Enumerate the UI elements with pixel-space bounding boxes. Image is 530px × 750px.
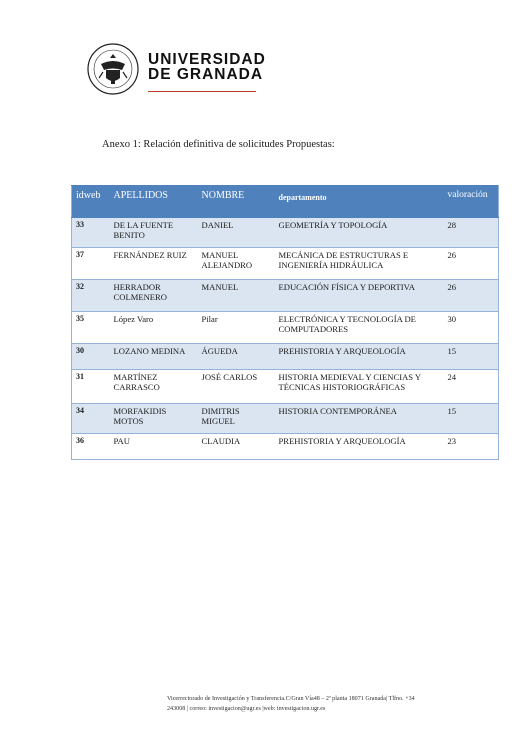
cell-valoracion: 24: [444, 370, 499, 404]
cell-idweb: 37: [72, 248, 110, 280]
cell-departamento: GEOMETRÍA Y TOPOLOGÍA: [275, 218, 444, 248]
page-footer: [167, 694, 467, 714]
column-header-valoracion: valoración: [444, 186, 499, 218]
table-row: [72, 280, 499, 312]
annex-heading: Anexo 1: Relación definitiva de solicitudes Propuestas:: [102, 139, 335, 150]
cell-nombre: MANUEL: [198, 280, 275, 312]
cell-idweb: 35: [72, 312, 110, 344]
footer-contact: 243008 | correo: investigacion@ugr.es |web: investigacion.ugr.es: [167, 706, 326, 712]
cell-departamento: HISTORIA CONTEMPORÁNEA: [275, 404, 444, 434]
cell-apellidos: LOZANO MEDINA: [110, 344, 198, 370]
cell-valoracion: 15: [444, 404, 499, 434]
column-header-nombre: NOMBRE: [198, 186, 275, 218]
table-row: [72, 370, 499, 404]
cell-nombre: ÁGUEDA: [198, 344, 275, 370]
cell-valoracion: 23: [444, 434, 499, 460]
cell-valoracion: 26: [444, 280, 499, 312]
university-logo: [86, 42, 266, 102]
table-header-row: [72, 186, 499, 218]
cell-idweb: 34: [72, 404, 110, 434]
cell-idweb: 30: [72, 344, 110, 370]
cell-apellidos: PAU: [110, 434, 198, 460]
cell-idweb: 31: [72, 370, 110, 404]
cell-departamento: EDUCACIÓN FÍSICA Y DEPORTIVA: [275, 280, 444, 312]
table-row: [72, 344, 499, 370]
logo-line-2: DE GRANADA: [148, 66, 264, 83]
cell-nombre: CLAUDIA: [198, 434, 275, 460]
applications-table: [71, 185, 499, 460]
cell-valoracion: 30: [444, 312, 499, 344]
cell-departamento: ELECTRÓNICA Y TECNOLOGÍA DE COMPUTADORES: [275, 312, 444, 344]
logo-rule: [148, 91, 256, 92]
cell-valoracion: 15: [444, 344, 499, 370]
cell-nombre: MANUEL ALEJANDRO: [198, 248, 275, 280]
footer-address: Vicerrectorado de Investigación y Transferencia.C/Gran Vía48 – 2ª planta 18071 Granada| Tlfno. +34: [167, 696, 415, 702]
column-header-apellidos: APELLIDOS: [110, 186, 198, 218]
cell-departamento: PREHISTORIA Y ARQUEOLOGÍA: [275, 344, 444, 370]
cell-nombre: JOSÉ CARLOS: [198, 370, 275, 404]
cell-apellidos: MORFAKIDIS MOTOS: [110, 404, 198, 434]
university-wordmark: [148, 52, 266, 82]
university-crest-icon: [86, 42, 140, 96]
cell-idweb: 36: [72, 434, 110, 460]
logo-line-1: UNIVERSIDAD: [148, 51, 266, 68]
cell-apellidos: DE LA FUENTE BENITO: [110, 218, 198, 248]
table-row: [72, 404, 499, 434]
cell-idweb: 33: [72, 218, 110, 248]
cell-nombre: DANIEL: [198, 218, 275, 248]
cell-departamento: MECÁNICA DE ESTRUCTURAS E INGENIERÍA HIDRÁULICA: [275, 248, 444, 280]
column-header-departamento: departamento: [275, 186, 444, 218]
cell-departamento: HISTORIA MEDIEVAL Y CIENCIAS Y TÉCNICAS HISTORIOGRÁFICAS: [275, 370, 444, 404]
column-header-idweb: idweb: [72, 186, 110, 218]
cell-idweb: 32: [72, 280, 110, 312]
cell-valoracion: 28: [444, 218, 499, 248]
cell-nombre: DIMITRIS MIGUEL: [198, 404, 275, 434]
table-row: [72, 312, 499, 344]
cell-apellidos: López Varo: [110, 312, 198, 344]
table-row: [72, 248, 499, 280]
cell-apellidos: HERRADOR COLMENERO: [110, 280, 198, 312]
table-row: [72, 434, 499, 460]
table-row: [72, 218, 499, 248]
cell-nombre: Pilar: [198, 312, 275, 344]
cell-apellidos: MARTÍNEZ CARRASCO: [110, 370, 198, 404]
cell-valoracion: 26: [444, 248, 499, 280]
cell-apellidos: FERNÁNDEZ RUIZ: [110, 248, 198, 280]
cell-departamento: PREHISTORIA Y ARQUEOLOGÍA: [275, 434, 444, 460]
